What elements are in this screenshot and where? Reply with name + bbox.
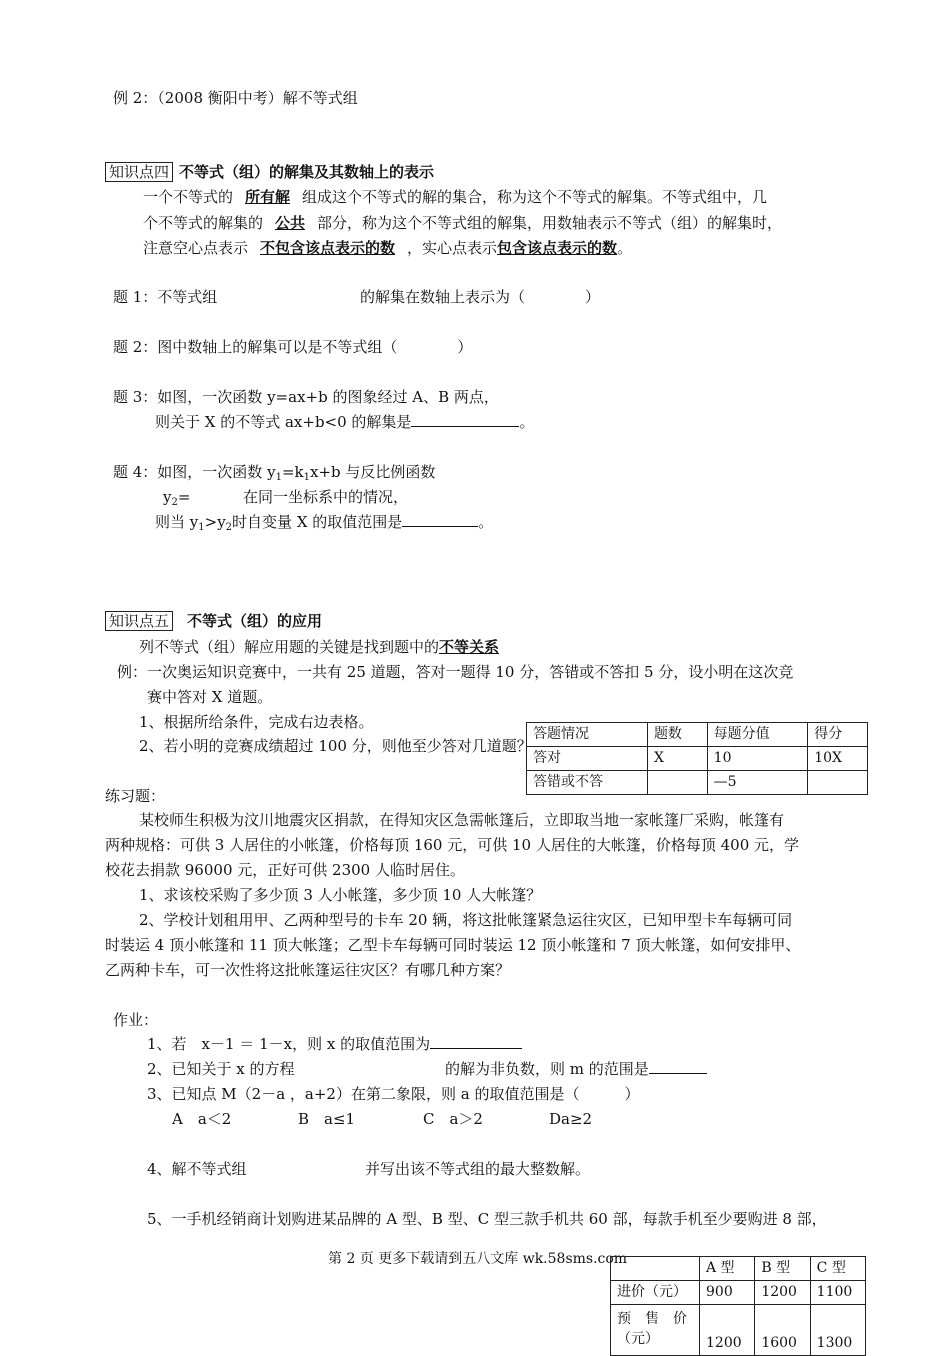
- answer-blank: [649, 1059, 707, 1074]
- answer-blank: [402, 512, 478, 527]
- score-table: [526, 722, 868, 795]
- table-row: 预 售 价 （元） 1200 1600 1300: [611, 1305, 866, 1356]
- question-4-line-2-tail: 在同一坐标系中的情况，: [243, 488, 409, 506]
- practice-question-2-line-3: 乙两种卡车，可一次性将这批帐篷运往灾区？有哪几种方案？: [105, 961, 511, 979]
- homework-2: 2、已知关于 x 的方程: [147, 1060, 295, 1078]
- blank-answer-3: 不包含该点表示的数: [260, 239, 396, 257]
- homework-2-tail: 的解为非负数，则 m 的范围是: [445, 1059, 707, 1079]
- table-row: 答对 X 10 10X: [527, 747, 868, 771]
- page-footer: 第 2 页 更多下载请到五八文库 wk.58sms.com: [328, 1251, 628, 1267]
- example-line-2: 赛中答对 X 道题。: [147, 688, 273, 706]
- kp5-tag: 知识点五: [105, 611, 173, 631]
- question-4-line-2: $y_2=$: [163, 488, 191, 508]
- question-1-tail: 的解集在数轴上表示为（ ）: [360, 288, 601, 306]
- knowledge-point-4-heading: [105, 162, 434, 182]
- knowledge-point-5-heading: [105, 611, 322, 631]
- example-item-1: 1、根据所给条件，完成右边表格。: [139, 713, 374, 731]
- question-2: 题 2：图中数轴上的解集可以是不等式组（ ）: [113, 338, 473, 356]
- cell-cutoff: （元）: [617, 1331, 659, 1347]
- practice-question-2-line-1: 2、学校计划租用甲、乙两种型号的卡车 20 辆，将这批帐篷紧急运往灾区，已知甲型卡车每辆可同: [139, 911, 793, 929]
- question-3-line-2: 则关于 X 的不等式 ax+b<0 的解集是 。: [155, 413, 535, 431]
- kp5-title: 不等式（组）的应用: [187, 612, 323, 630]
- practice-question-2-line-2: 时装运 4 顶小帐篷和 11 顶大帐篷；乙型卡车每辆可同时装运 12 顶小帐篷和 7 顶大帐篷，如何安排甲、: [105, 936, 801, 954]
- phone-price-table: [610, 1256, 866, 1356]
- homework-1: 1、若 x－1 ＝ 1－x，则 x 的取值范围为: [147, 1034, 522, 1054]
- homework-label: 作业：: [113, 1011, 159, 1029]
- example-item-2: 2、若小明的竞赛成绩超过 100 分，则他至少答对几道题？: [139, 737, 532, 755]
- blank-answer-1: 所有解: [245, 188, 291, 206]
- blank-answer-5: 不等关系: [439, 638, 500, 656]
- practice-line-2: 两种规格：可供 3 人居住的小帐篷，价格每顶 160 元，可供 10 人居住的大帐篷，价格每顶 400 元，学: [105, 836, 800, 854]
- answer-blank: [411, 412, 519, 427]
- option-b: B a≤1: [298, 1110, 356, 1128]
- blank-answer-4: 包含该点表示的数: [497, 239, 618, 257]
- question-4-line-1: 题 4：如图，一次函数 $y_1=k_1x+b$ 与反比例函数: [113, 463, 436, 483]
- question-4-line-3: 则当 $y_1>y_2$时自变量 X 的取值范围是 。: [155, 513, 494, 533]
- kp4-tag: 知识点四: [105, 162, 173, 182]
- homework-4: 4、解不等式组: [147, 1160, 247, 1178]
- practice-line-1: 某校师生积极为汶川地震灾区捐款，在得知灾区急需帐篷后，立即取当地一家帐篷厂采购，帐篷有: [139, 811, 785, 829]
- blank-answer-2: 公共: [275, 214, 306, 232]
- practice-question-1: 1、求该校采购了多少顶 3 人小帐篷，多少顶 10 人大帐篷？: [139, 886, 542, 904]
- example-2: 例 2：（2008 衡阳中考）解不等式组: [113, 89, 358, 107]
- kp4-line-3: 注意空心点表示 不包含该点表示的数 ，实心点表示包含该点表示的数。: [143, 239, 633, 257]
- example-line-1: 例：一次奥运知识竞赛中，一共有 25 道题，答对一题得 10 分，答错或不答扣 5 分，设小明在这次竞: [117, 663, 794, 681]
- kp4-title: 不等式（组）的解集及其数轴上的表示: [179, 163, 435, 181]
- table-header-row: 答题情况 题数 每题分值 得分: [527, 723, 868, 747]
- kp4-line-1: 一个不等式的 所有解 组成这个不等式的解的集合，称为这个不等式的解集。不等式组中，几: [143, 188, 768, 206]
- table-row: 进价（元） 900 1200 1100: [611, 1281, 866, 1305]
- option-d: Da≥2: [549, 1110, 593, 1128]
- question-3-line-1: 题 3：如图，一次函数 y=ax+b 的图象经过 A、B 两点，: [113, 388, 499, 406]
- table-row: 答错或不答 —5: [527, 771, 868, 795]
- homework-4-tail: 并写出该不等式组的最大整数解。: [365, 1160, 591, 1178]
- kp4-line-2: 个不等式的解集的 公共 部分，称为这个不等式组的解集，用数轴表示不等式（组）的解集时，: [143, 214, 783, 232]
- kp5-line-1: 列不等式（组）解应用题的关键是找到题中的不等关系: [139, 637, 511, 657]
- practice-line-3: 校花去捐款 96000 元，正好可供 2300 人临时居住。: [105, 861, 465, 879]
- question-1: 题 1：不等式组: [113, 288, 218, 306]
- practice-label: 练习题：: [105, 787, 166, 805]
- answer-blank: [430, 1034, 522, 1049]
- table-header-row: A 型 B 型 C 型: [611, 1257, 866, 1281]
- homework-3: 3、已知点 M（2－a ，a+2）在第二象限，则 a 的取值范围是（ ）: [147, 1085, 640, 1103]
- homework-5: 5、一手机经销商计划购进某品牌的 A 型、B 型、C 型三款手机共 60 部，每款手机至少要购进 8 部，: [147, 1210, 827, 1228]
- option-a: A a＜2: [172, 1110, 232, 1128]
- option-c: C a＞2: [423, 1110, 483, 1128]
